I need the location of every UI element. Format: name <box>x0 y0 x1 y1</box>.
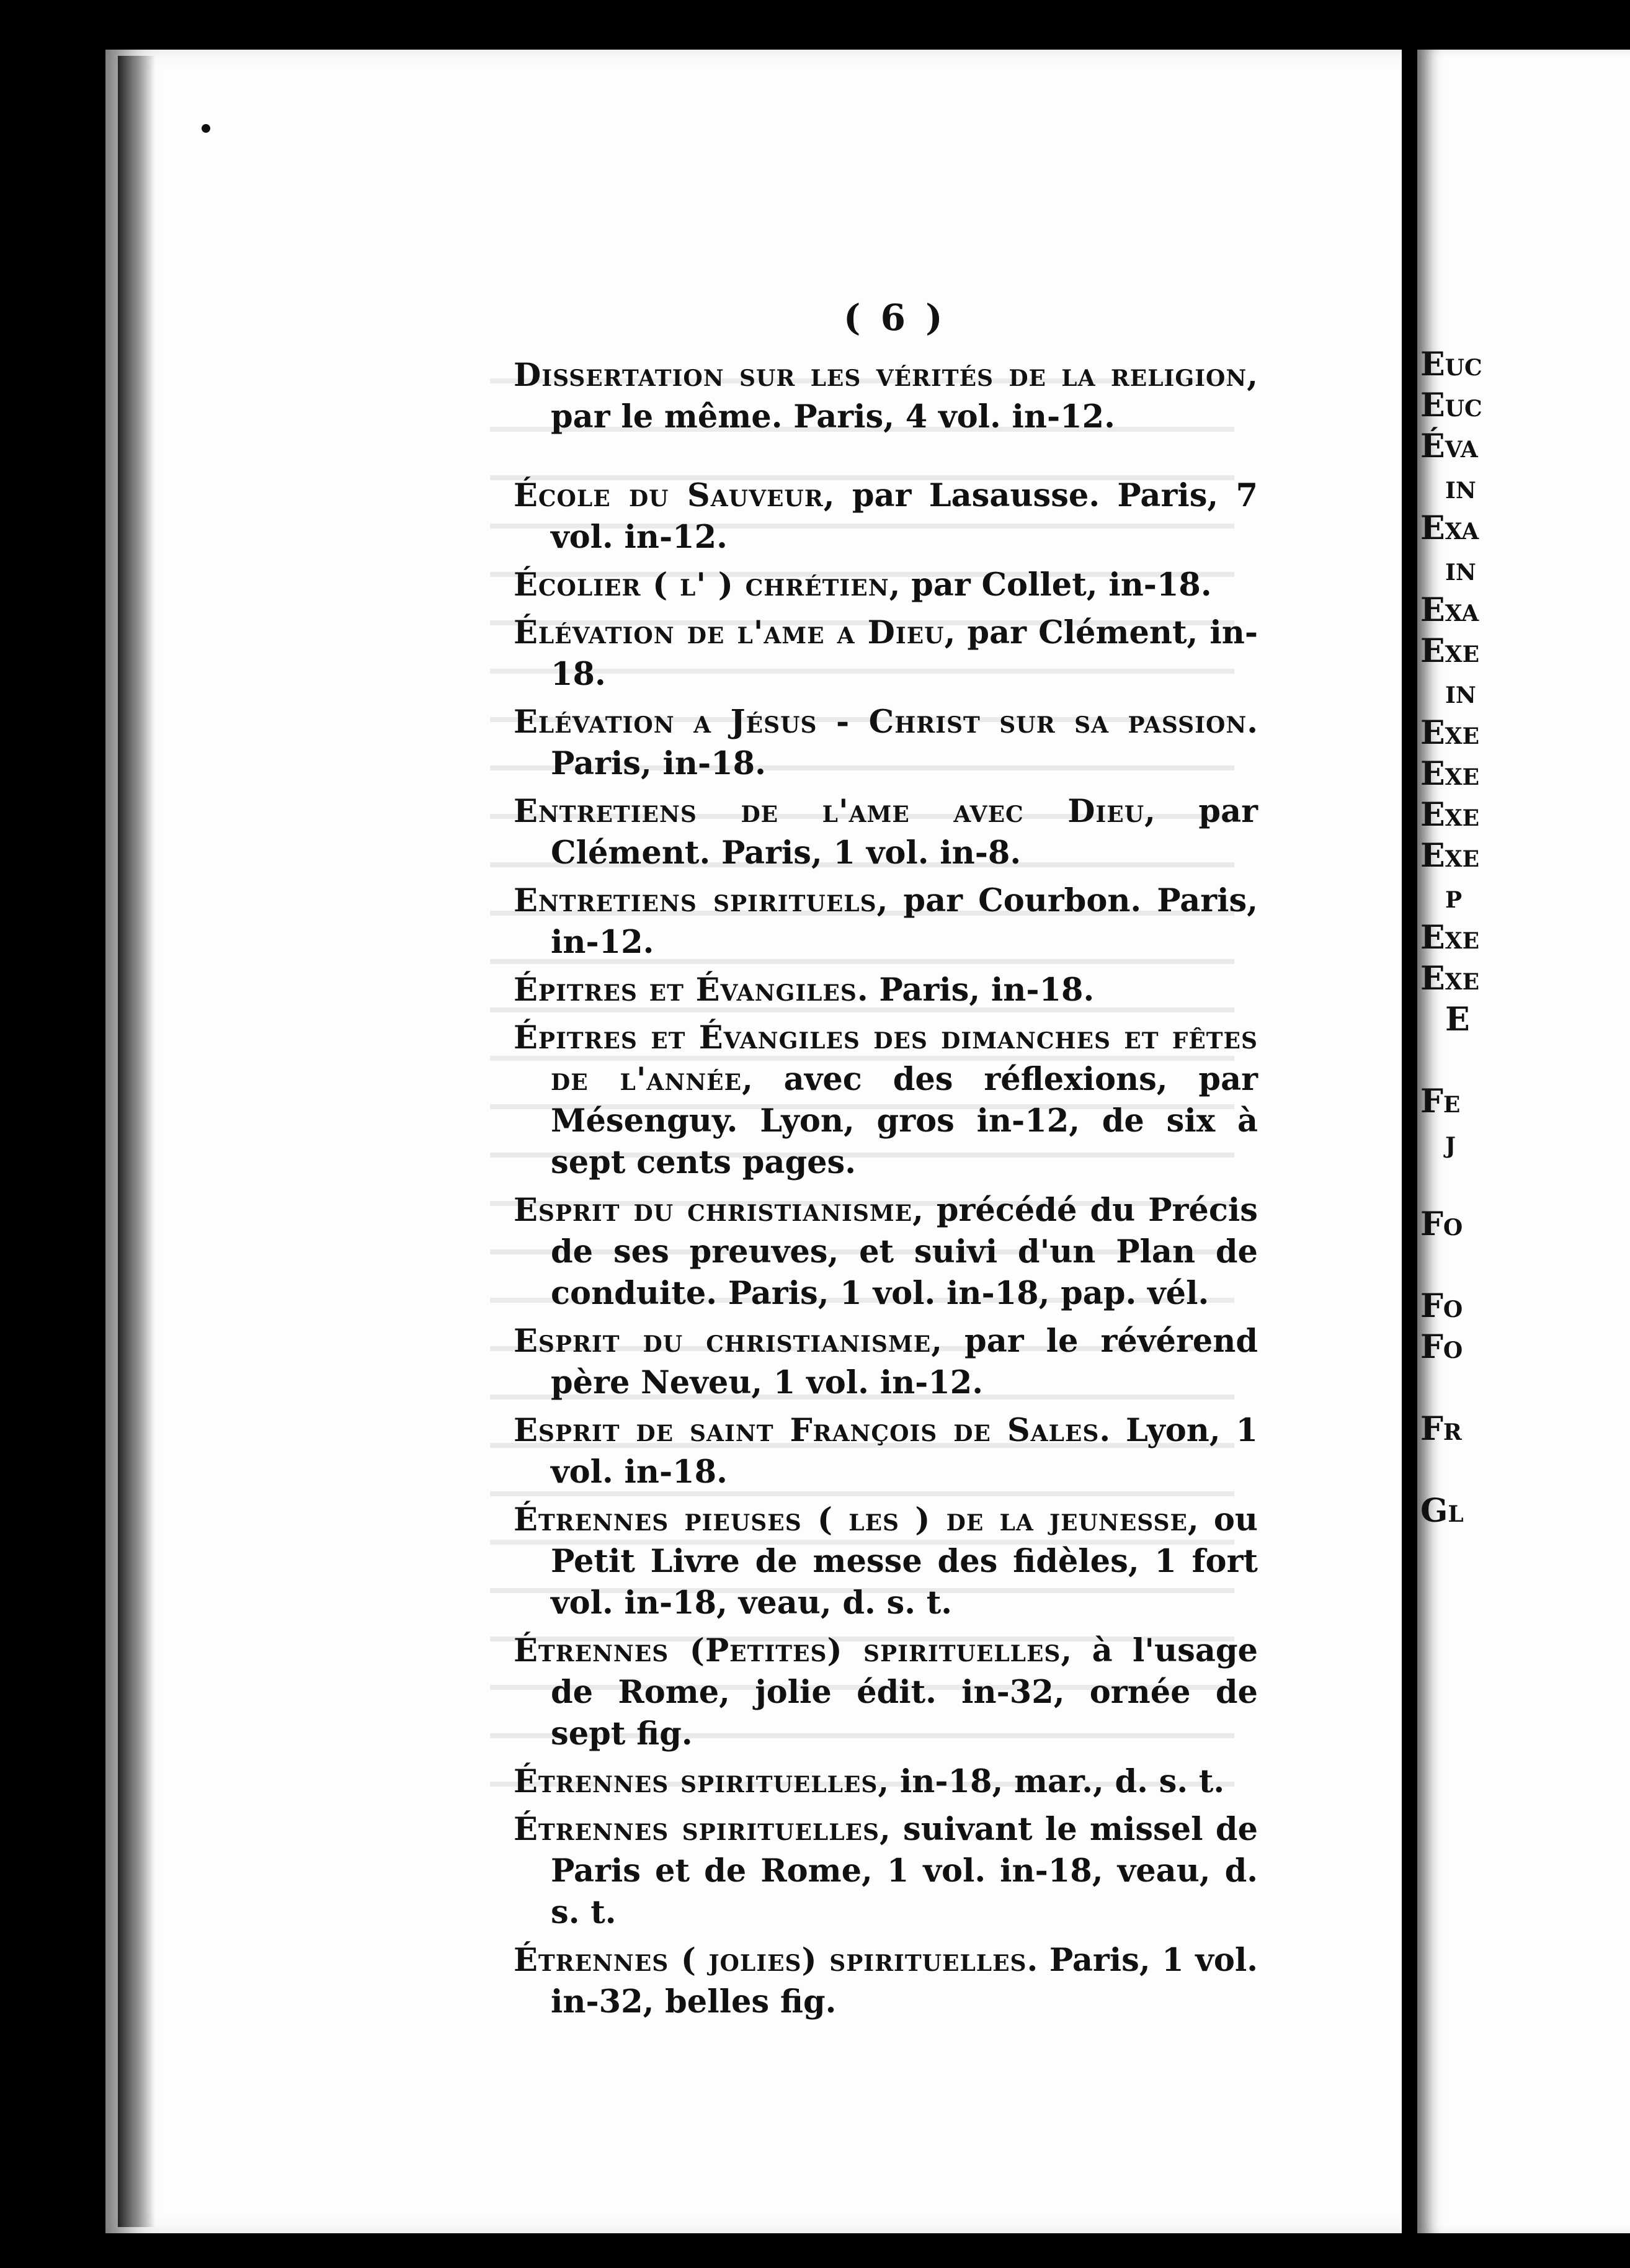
entry-details: , avec des réflexions, par Mésenguy. Lyon, gros in-12, de six à sept cents pages. <box>551 1061 1258 1181</box>
catalog-entry <box>514 1761 1258 1803</box>
entry-details: , ou Petit Livre de messe des fidèles, 1 fort vol. in-18, veau, d. s. t. <box>551 1501 1258 1622</box>
fragment: Exe <box>1420 796 1480 834</box>
catalog-entry <box>514 1190 1258 1315</box>
catalog-entry <box>514 1630 1258 1755</box>
entry-details: . Paris, in-18. <box>857 971 1095 1009</box>
fragment: Fo <box>1420 1328 1463 1366</box>
catalog-entry <box>514 702 1258 785</box>
entry-title: Étrennes spirituelles <box>514 1763 878 1800</box>
fragment <box>1420 1245 1630 1286</box>
page-number: ( 6 ) <box>844 297 946 339</box>
ink-speck <box>202 124 210 133</box>
entry-details: , précédé du Précis de ses preuves, et suivi d'un Plan de conduite. Paris, 1 vol. in-18, pap. vél. <box>551 1192 1258 1312</box>
fragment: Exe <box>1420 960 1480 998</box>
entry-title: Épitres et Évangiles <box>514 971 857 1009</box>
fragment <box>1420 1040 1630 1081</box>
entry-details: , par Courbon. Paris, in-12. <box>551 882 1258 961</box>
right-page-fragments <box>1420 344 1630 1532</box>
fragment: Exa <box>1420 591 1479 629</box>
fragment: in <box>1445 468 1476 506</box>
catalog-entry <box>514 475 1258 558</box>
entry-title: Dissertation sur les vérités de la religion <box>514 357 1247 394</box>
entry-title: École du Sauveur <box>514 477 824 514</box>
entry-details: , par le même. Paris, 4 vol. in-12. <box>551 357 1258 435</box>
fragment: Fo <box>1420 1205 1463 1243</box>
catalog-entry <box>514 565 1258 606</box>
entry-title: Étrennes ( jolies) spirituelles <box>514 1942 1027 1979</box>
entry-title: Épitres et Évangiles des dimanches et fêtes de l'année <box>514 1019 1258 1098</box>
entry-details: , par Clément, in-18. <box>551 614 1258 693</box>
catalog-entry <box>514 612 1258 695</box>
entry-details: , à l'usage de Rome, jolie édit. in-32, ornée de sept fig. <box>551 1632 1258 1752</box>
catalog-entry <box>514 1410 1258 1493</box>
catalog-entry <box>514 880 1258 963</box>
entry-details: . Paris, in-18. <box>551 703 1258 782</box>
entry-details: , par Clément. Paris, 1 vol. in-8. <box>551 793 1258 872</box>
fragment: Fe <box>1420 1083 1461 1120</box>
entry-title: Entretiens spirituels <box>514 882 877 919</box>
fragment: in <box>1445 673 1476 711</box>
catalog-entries <box>514 355 1258 2029</box>
catalog-entry <box>514 970 1258 1011</box>
fragment: Euc <box>1420 386 1482 424</box>
fragment: Exe <box>1420 632 1480 670</box>
fragment: Éva <box>1420 427 1478 465</box>
entry-details: . Lyon, 1 vol. in-18. <box>551 1412 1258 1491</box>
catalog-entry <box>514 1321 1258 1404</box>
catalog-entry <box>514 355 1258 438</box>
fragment: p <box>1445 878 1463 916</box>
entry-title: Étrennes pieuses ( les ) de la jeunesse <box>514 1501 1188 1538</box>
entry-title: Esprit du christianisme <box>514 1192 913 1229</box>
page-shadow-edge <box>118 56 155 2227</box>
catalog-entry <box>514 1499 1258 1624</box>
entry-title: Esprit de saint François de Sales <box>514 1412 1100 1449</box>
fragment: j <box>1445 1123 1456 1161</box>
fragment: Exe <box>1420 837 1480 875</box>
catalog-entry <box>514 1940 1258 2023</box>
fragment: in <box>1445 550 1476 588</box>
entry-title: Étrennes spirituelles <box>514 1811 880 1848</box>
fragment: Gl <box>1420 1492 1464 1530</box>
entry-title: Entretiens de l'ame avec Dieu <box>514 793 1145 830</box>
entry-title: Elévation a Jésus - Christ sur sa passion <box>514 703 1247 741</box>
fragment: Exe <box>1420 755 1480 793</box>
fragment <box>1420 1163 1630 1204</box>
fragment: Exa <box>1420 509 1479 547</box>
entry-details: , in-18, mar., d. s. t. <box>878 1763 1225 1800</box>
fragment <box>1420 1368 1630 1409</box>
entry-title: Esprit du christianisme <box>514 1323 932 1360</box>
entry-details: , par le révérend père Neveu, 1 vol. in-12. <box>551 1323 1258 1401</box>
entry-details: . Paris, 1 vol. in-32, belles fig. <box>551 1942 1258 2020</box>
entry-details: , par Collet, in-18. <box>889 566 1212 604</box>
fragment: Euc <box>1420 346 1482 383</box>
catalog-entry <box>514 1809 1258 1934</box>
catalog-entry <box>514 791 1258 874</box>
fragment: Fo <box>1420 1287 1463 1325</box>
entry-title: Écolier ( l' ) chrétien <box>514 566 889 604</box>
fragment: E <box>1445 1001 1470 1038</box>
entry-title: Étrennes (Petites) spirituelles <box>514 1632 1061 1669</box>
fragment: Fr <box>1420 1410 1462 1448</box>
fragment <box>1420 1450 1630 1491</box>
entry-details: , par Lasausse. Paris, 7 vol. in-12. <box>551 477 1258 556</box>
fragment: Exe <box>1420 919 1480 957</box>
entry-details: , suivant le missel de Paris et de Rome, 1 vol. in-18, veau, d. s. t. <box>551 1811 1258 1931</box>
entry-title: Élévation de l'ame a Dieu <box>514 614 945 651</box>
catalog-entry <box>514 1017 1258 1184</box>
fragment: Exe <box>1420 714 1480 752</box>
